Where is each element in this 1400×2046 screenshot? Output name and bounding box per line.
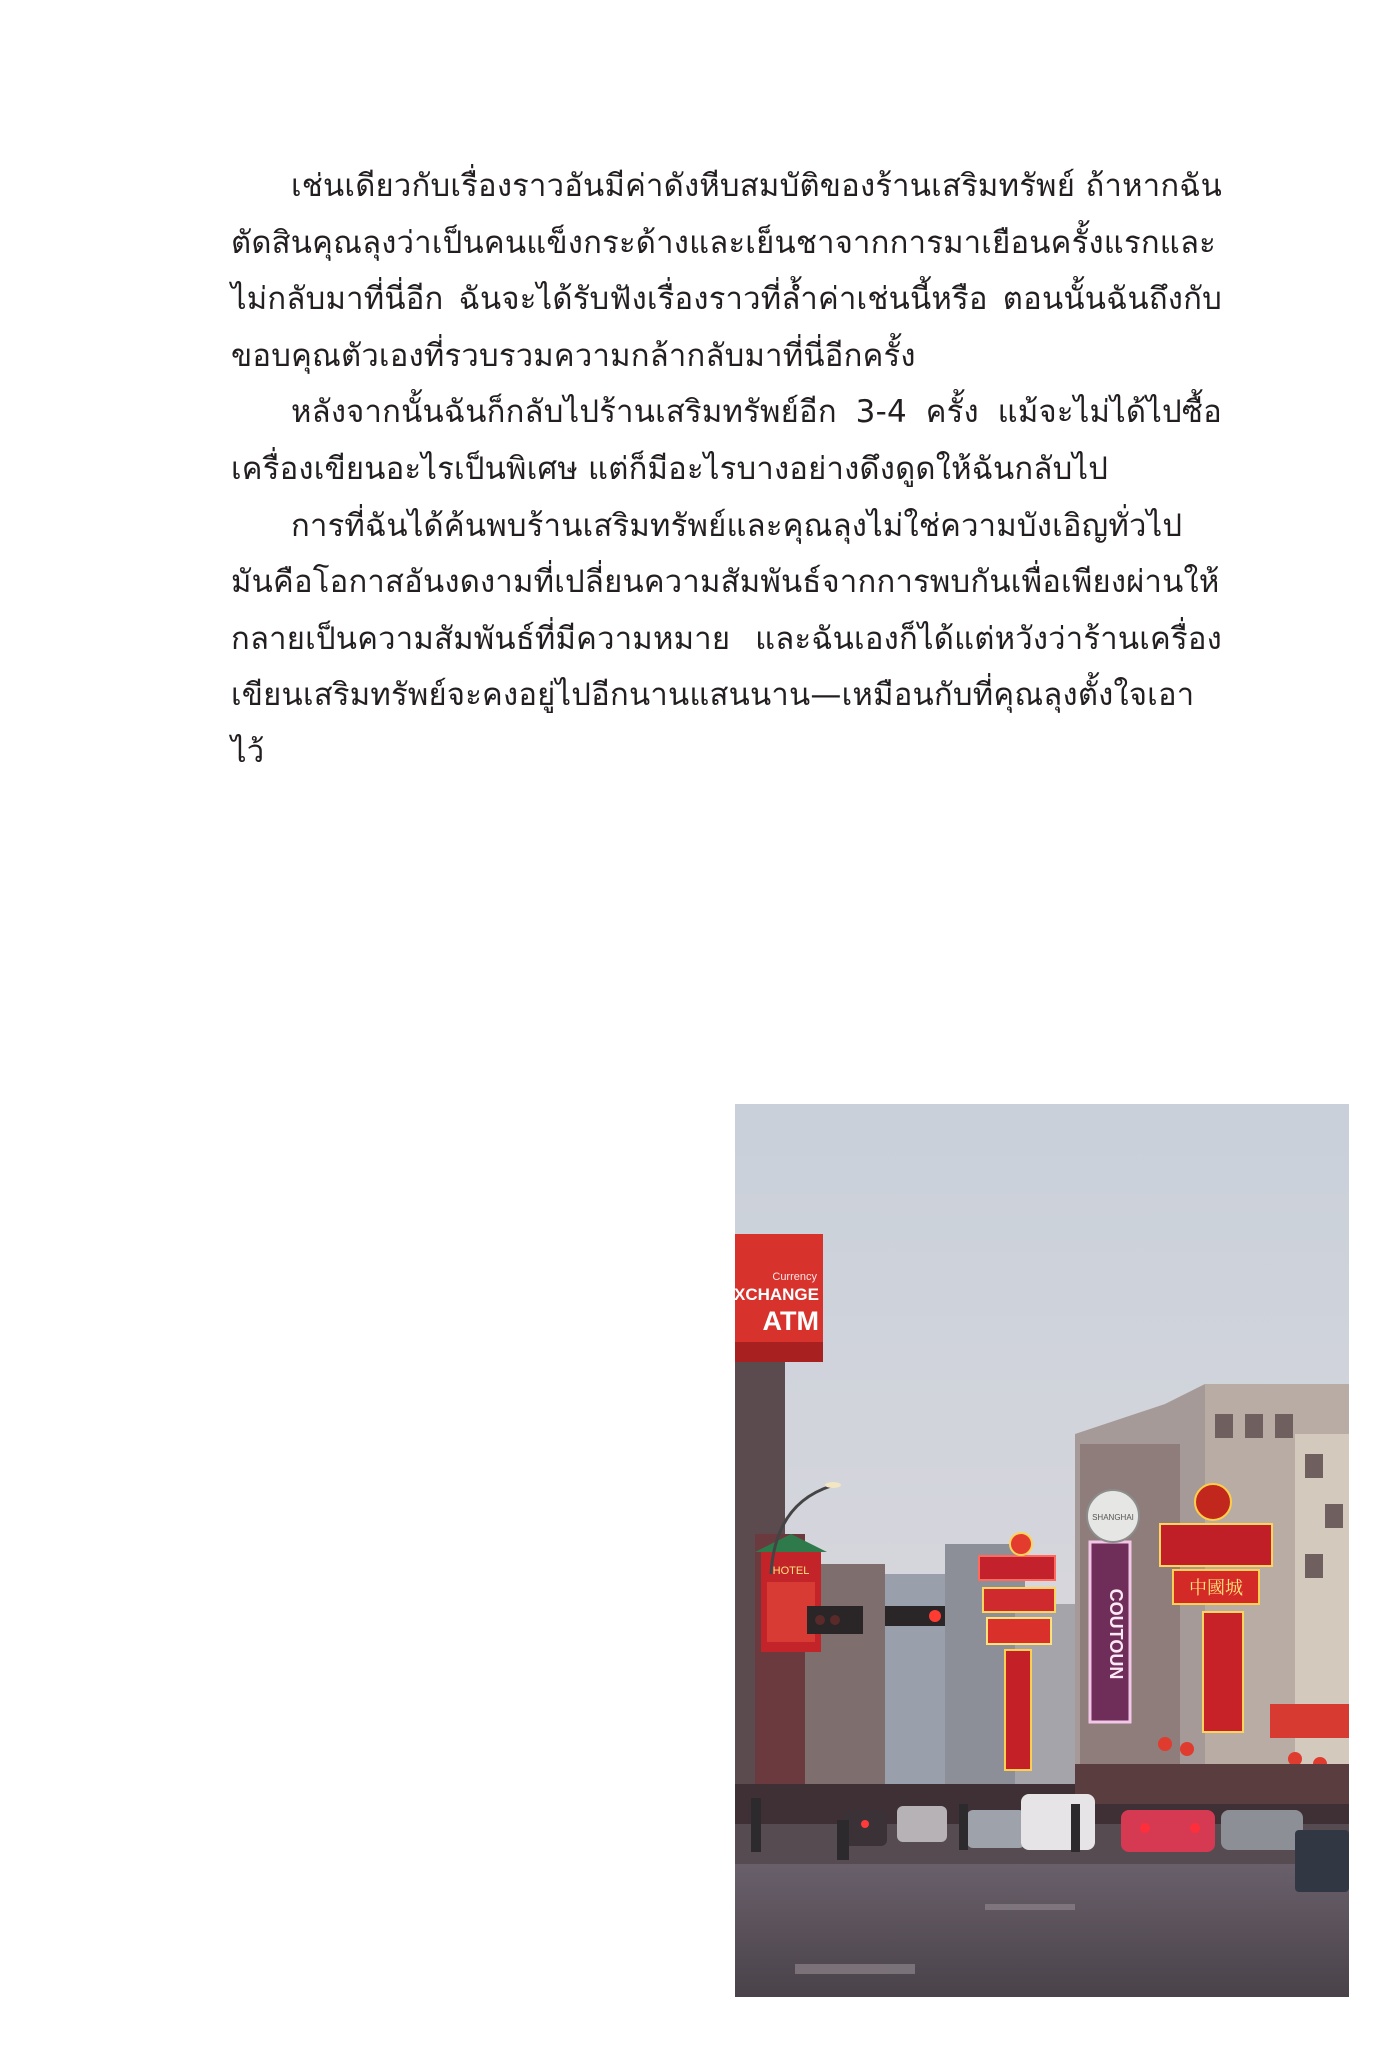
article-text [231,158,1222,781]
svg-text:Currency: Currency [772,1271,817,1283]
svg-text:SHANGHAI: SHANGHAI [1092,1513,1134,1522]
svg-text:HOTEL: HOTEL [772,1565,810,1577]
exchange-atm-sign [723,1234,823,1362]
street-scene [722,1104,1349,1997]
paragraph-1: เช่นเดียวกับเรื่องราวอันมีค่าดังหีบสมบัติของร้านเสริมทรัพย์ ถ้าหากฉันตัดสินคุณลุงว่าเป็นคนแข็งกระด้างและเย็นชาจากการมาเยือนครั้งแรกและไม่กลับมาที่นี่อีก ฉันจะได้รับฟังเรื่องราวที่ล้ำค่าเช่นนี้หรือ ตอนนั้นฉันถึงกับขอบคุณตัวเองที่รวบรวมความกล้ากลับมาที่นี่อีกครั้ง [231,168,1222,374]
shanghai-sign [1087,1490,1139,1542]
paragraph-3: การที่ฉันได้ค้นพบร้านเสริมทรัพย์และคุณลุงไม่ใช่ความบังเอิญทั่วไป มันคือโอกาสอันงดงามที่เปลี่ยนความสัมพันธ์จากการพบกันเพื่อเพียงผ่านให้กลายเป็นความสัมพันธ์ที่มีความหมาย และฉันเองก็ได้แต่หวังว่าร้านเครื่องเขียนเสริมทรัพย์จะคงอยู่ไปอีกนานแสนนาน—เหมือนกับที่คุณลุงตั้งใจเอาไว้ [231,507,1222,770]
chinatown-street-photo [722,1104,1349,1997]
svg-text:中國城: 中國城 [1189,1578,1243,1599]
paragraph-2: หลังจากนั้นฉันก็กลับไปร้านเสริมทรัพย์อีก 3-4 ครั้ง แม้จะไม่ได้ไปซื้อเครื่องเขียนอะไรเป็นพิเศษ แต่ก็มีอะไรบางอย่างดึงดูดให้ฉันกลับไป [231,394,1222,487]
svg-text:EXCHANGE: EXCHANGE [722,1285,819,1304]
svg-text:ATM: ATM [762,1306,819,1336]
vertical-neon-sign [1090,1542,1130,1722]
svg-text:COUTOUN: COUTOUN [1106,1588,1126,1680]
hotel-sign [755,1534,827,1652]
